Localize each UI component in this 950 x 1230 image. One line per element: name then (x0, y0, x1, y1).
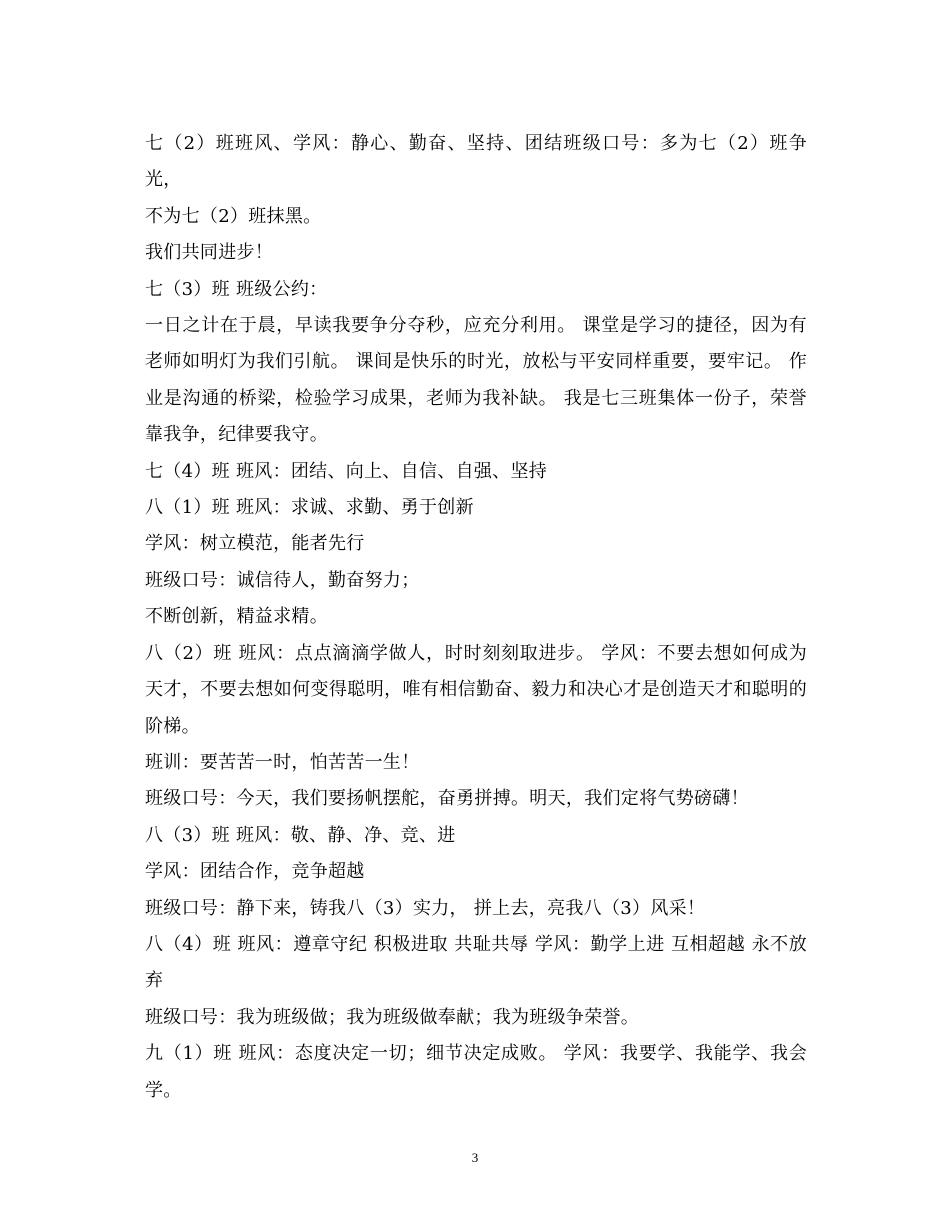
paragraph: 九（1）班 班风：态度决定一切；细节决定成败。 学风：我要学、我能学、我会学。 (145, 1043, 807, 1101)
paragraph: 班级口号：今天，我们要扬帆摆舵，奋勇拼搏。明天，我们定将气势磅礴！ (145, 788, 749, 810)
paragraph: 不为七（2）班抹黑。 (145, 205, 322, 227)
paragraph: 学风：团结合作，竞争超越 (145, 861, 365, 883)
paragraph: 班训：要苦苦一时，怕苦苦一生！ (145, 751, 420, 773)
paragraph: 八（3）班 班风：敬、静、净、竞、进 (145, 824, 456, 846)
paragraph: 学风：树立模范，能者先行 (145, 533, 365, 555)
paragraph: 七（4）班 班风：团结、向上、自信、自强、坚持 (145, 460, 548, 482)
page-number: 3 (471, 1150, 479, 1165)
paragraph: 七（2）班班风、学风：静心、勤奋、坚持、团结班级口号：多为七（2）班争光， (145, 133, 807, 191)
paragraph: 八（1）班 班风：求诚、求勤、勇于创新 (145, 497, 474, 519)
document-body (145, 126, 807, 1109)
paragraph: 八（4）班 班风：遵章守纪 积极进取 共耻共辱 学风：勤学上进 互相超越 永不放弃 (145, 933, 807, 992)
paragraph: 一日之计在于晨，早读我要争分夺秒，应充分利用。 课堂是学习的捷径，因为有老师如明灯为我们引航。 课间是快乐的时光，放松与平安同样重要，要牢记。 作业是沟通的桥梁，检验学习成果，老师为我补缺。 我是七三班集体一份子，荣誉靠我争，纪律要我守。 (145, 315, 807, 446)
paragraph: 班级口号：我为班级做；我为班级做奉献；我为班级争荣誉。 (145, 1006, 640, 1028)
paragraph: 不断创新，精益求精。 (145, 606, 328, 628)
paragraph: 班级口号：诚信待人，勤奋努力； (145, 569, 420, 591)
paragraph: 八（2）班 班风：点点滴滴学做人，时时刻刻取进步。 学风：不要去想如何成为天才，不要去想如何变得聪明，唯有相信勤奋、毅力和决心才是创造天才和聪明的阶梯。 (145, 642, 807, 737)
paragraph: 七（3）班 班级公约： (145, 278, 328, 300)
paragraph: 班级口号：静下来，铸我八（3）实力， 拼上去，亮我八（3）风采！ (145, 897, 706, 919)
paragraph: 我们共同进步！ (145, 242, 274, 264)
